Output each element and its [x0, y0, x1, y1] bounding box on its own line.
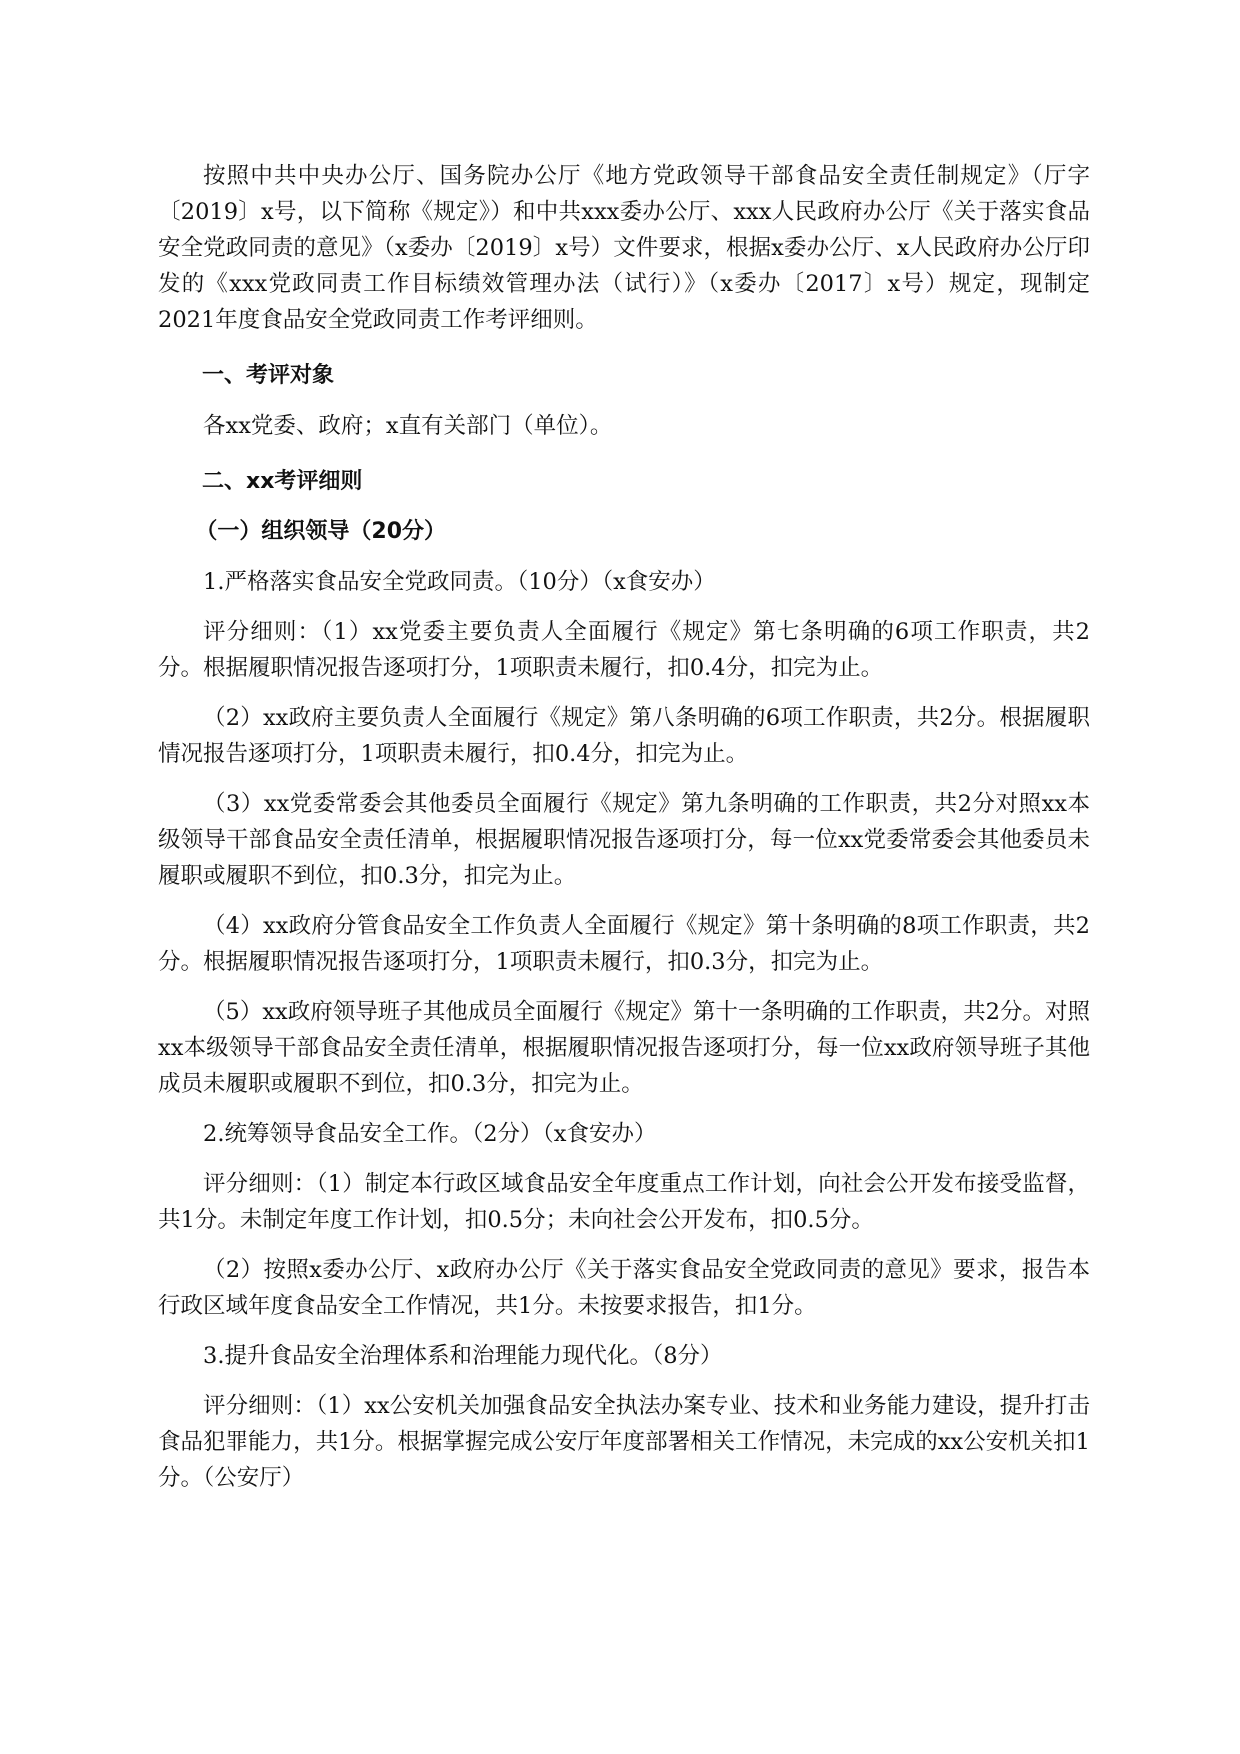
subsection-heading-organization-leadership: （一）组织领导（20分）	[195, 519, 447, 544]
scoring-point: （4）xx政府分管食品安全工作负责人全面履行《规定》第十条明确的8项工作职责，共2分。根据履职情况报告逐项打分，1项职责未履行，扣0.3分，扣完为止。	[158, 913, 1090, 975]
scoring-point: （5）xx政府领导班子其他成员全面履行《规定》第十一条明确的工作职责，共2分。对照xx本级领导干部食品安全责任清单，根据履职情况报告逐项打分，每一位xx政府领导班子其他成员未履职或履职不到位，扣0.3分，扣完为止。	[158, 999, 1090, 1097]
scoring-point: （2）按照x委办公厅、x政府办公厅《关于落实食品安全党政同责的意见》要求，报告本行政区域年度食品安全工作情况，共1分。未按要求报告，扣1分。	[158, 1257, 1090, 1319]
scoring-point: （3）xx党委常委会其他委员全面履行《规定》第九条明确的工作职责，共2分对照xx本级领导干部食品安全责任清单，根据履职情况报告逐项打分，每一位xx党委常委会其他委员未履职或履职不到位，扣0.3分，扣完为止。	[158, 791, 1090, 889]
scoring-point: （2）xx政府主要负责人全面履行《规定》第八条明确的6项工作职责，共2分。根据履职情况报告逐项打分，1项职责未履行，扣0.4分，扣完为止。	[158, 705, 1090, 767]
scoring-point: 评分细则：（1）xx党委主要负责人全面履行《规定》第七条明确的6项工作职责，共2分。根据履职情况报告逐项打分，1项职责未履行，扣0.4分，扣完为止。	[158, 619, 1090, 681]
scoring-point: 评分细则：（1）xx公安机关加强食品安全执法办案专业、技术和业务能力建设，提升打击食品犯罪能力，共1分。根据掌握完成公安厅年度部署相关工作情况，未完成的xx公安机关扣1分。（公安厅）	[158, 1393, 1090, 1491]
section-heading-evaluation-targets: 一、考评对象	[202, 363, 335, 388]
item-title-party-government-responsibility: 1.严格落实食品安全党政同责。（10分）（x食安办）	[203, 569, 716, 595]
section-heading-evaluation-rules: 二、xx考评细则	[202, 469, 363, 494]
item-title-overall-leadership: 2.统筹领导食品安全工作。（2分）（x食安办）	[203, 1121, 657, 1147]
item-title-governance-modernization: 3.提升食品安全治理体系和治理能力现代化。（8分）	[203, 1343, 723, 1369]
evaluation-targets-text: 各xx党委、政府；x直有关部门（单位）。	[203, 413, 613, 439]
intro-paragraph: 按照中共中央办公厅、国务院办公厅《地方党政领导干部食品安全责任制规定》（厅字〔2019〕x号，以下简称《规定》）和中共xxx委办公厅、xxx人民政府办公厅《关于落实食品安全党政同责的意见》（x委办〔2019〕x号）文件要求，根据x委办公厅、x人民政府办公厅印发的《xxx党政同责工作目标绩效管理办法（试行）》（x委办〔2017〕x号）规定，现制定2021年度食品安全党政同责工作考评细则。	[158, 163, 1090, 333]
scoring-point: 评分细则：（1）制定本行政区域食品安全年度重点工作计划，向社会公开发布接受监督，共1分。未制定年度工作计划，扣0.5分；未向社会公开发布，扣0.5分。	[158, 1171, 1090, 1233]
